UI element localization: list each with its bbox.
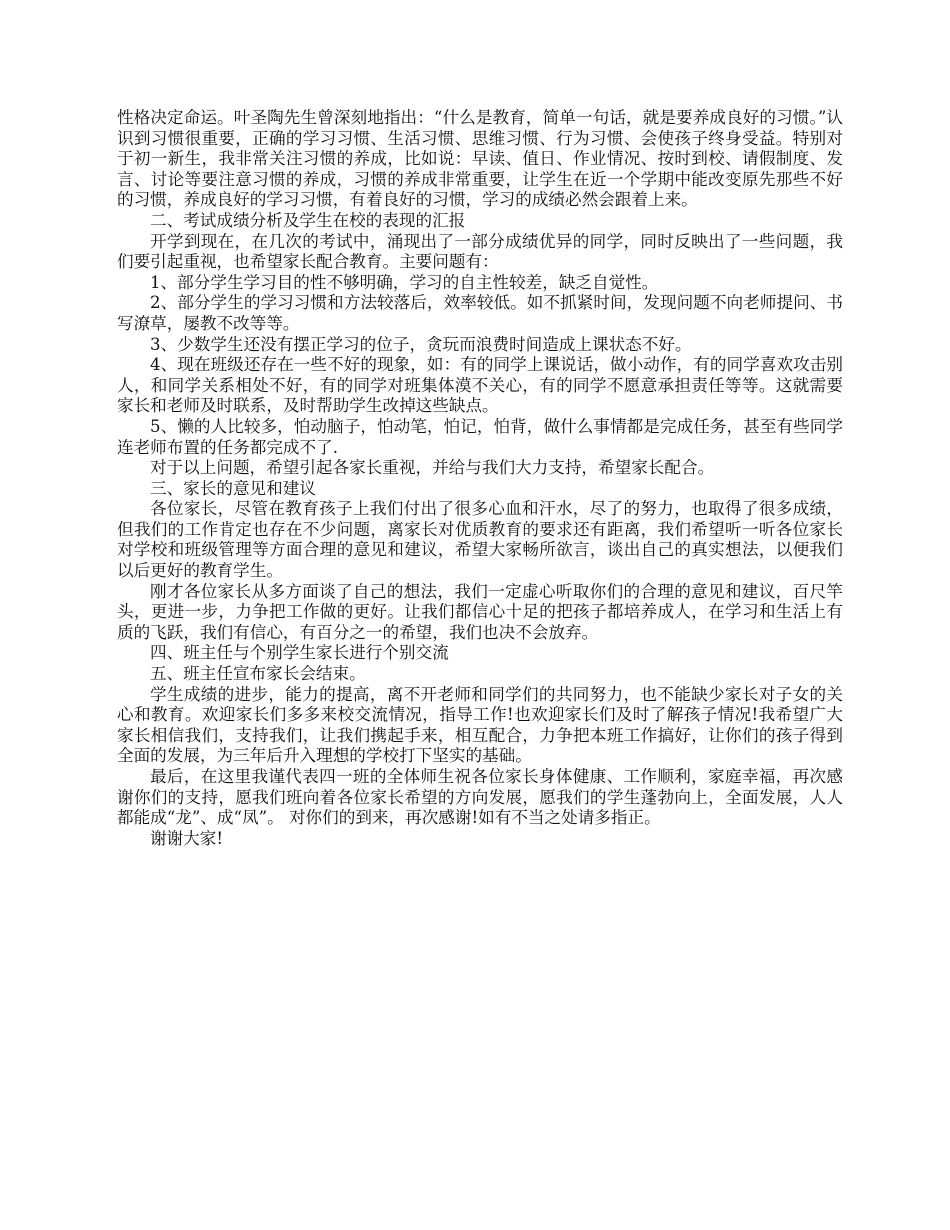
paragraph-problems-summary: 对于以上问题，希望引起各家长重视，并给与我们大力支持，希望家长配合。 <box>150 458 715 478</box>
paragraph-thanks: 谢谢大家! <box>150 828 224 848</box>
paragraph-exam-overview: 开学到现在，在几次的考试中，涌现出了一部分成绩优异的同学，同时反映出了一些问题，我们要引起重视，也希望家长配合教育。主要问题有： <box>117 231 843 272</box>
paragraph-parent-feedback-response: 刚才各位家长从多方面谈了自己的想法，我们一定虚心听取你们的合理的意见和建议，百尺竿头，更进一步，力争把工作做的更好。让我们都信心十足的把孩子都培养成人，在学习和生活上有质的飞跃，我们有信心，有百分之一的希望，我们也决不会放弃。 <box>117 581 843 642</box>
paragraph-cooperation: 学生成绩的进步，能力的提高，离不开老师和同学们的共同努力，也不能缺少家长对子女的关心和教育。欢迎家长们多多来校交流情况，指导工作!也欢迎家长们及时了解孩子情况!我希望广大家长相信我们，支持我们，让我们携起手来，相互配合，力争把本班工作搞好，让你们的孩子得到全面的发展，为三年后升入理想的学校打下坚实的基础。 <box>117 684 843 766</box>
section-heading-meeting-end: 五、班主任宣布家长会结束。 <box>150 664 366 684</box>
list-item-problem-3: 3、少数学生还没有摆正学习的位子，贪玩而浪费时间造成上课状态不好。 <box>150 334 692 354</box>
section-heading-parent-feedback: 三、家长的意见和建议 <box>150 478 316 498</box>
list-item-problem-2: 2、部分学生的学习习惯和方法较落后，效率较低。如不抓紧时间，发现问题不向老师提问、书写潦草，屡教不改等等。 <box>117 293 843 333</box>
paragraph-parent-feedback-request: 各位家长，尽管在教育孩子上我们付出了很多心血和汗水，尽了的努力，也取得了很多成绩，但我们的工作肯定也存在不少问题，离家长对优质教育的要求还有距离，我们希望听一听各位家长对学校和班级管理等方面合理的意见和建议，希望大家畅所欲言，谈出自己的真实想法，以便我们以后更好的教育学生。 <box>117 499 843 581</box>
list-item-problem-5: 5、懒的人比较多，怕动脑子，怕动笔，怕记，怕背，做什么事情都是完成任务，甚至有些同学连老师布置的任务都完成不了. <box>117 416 843 457</box>
section-heading-exam-analysis: 二、考试成绩分析及学生在校的表现的汇报 <box>150 210 466 230</box>
paragraph-closing-wishes: 最后，在这里我谨代表四一班的全体师生祝各位家长身体健康、工作顺利，家庭幸福，再次感谢你们的支持，愿我们班向着各位家长希望的方向发展，愿我们的学生蓬勃向上，全面发展，人人都能成“龙”、成“凤”。 对你们的到来，再次感谢!如有不当之处请多指正。 <box>117 767 843 828</box>
list-item-problem-1: 1、部分学生学习目的性不够明确，学习的自主性较差，缺乏自觉性。 <box>150 272 659 292</box>
paragraph-intro-habits: 性格决定命运。叶圣陶先生曾深刻地指出：“什么是教育，简单一句话，就是要养成良好的习惯。”认识到习惯很重要，正确的学习习惯、生活习惯、思维习惯、行为习惯、会使孩子终身受益。特别对于初一新生，我非常关注习惯的养成，比如说：早读、值日、作业情况、按时到校、请假制度、发言、讨论等要注意习惯的养成，习惯的养成非常重要，让学生在近一个学期中能改变原先那些不好的习惯，养成良好的学习习惯，有着良好的习惯，学习的成绩必然会跟着上来。 <box>117 108 843 210</box>
list-item-problem-4: 4、现在班级还存在一些不好的现象，如：有的同学上课说话，做小动作，有的同学喜欢攻击别人，和同学关系相处不好，有的同学对班集体漠不关心，有的同学不愿意承担责任等等。这就需要家长和老师及时联系，及时帮助学生改掉这些缺点。 <box>117 355 843 416</box>
document-page <box>117 108 843 849</box>
section-heading-individual-talks: 四、班主任与个别学生家长进行个别交流 <box>150 643 449 663</box>
